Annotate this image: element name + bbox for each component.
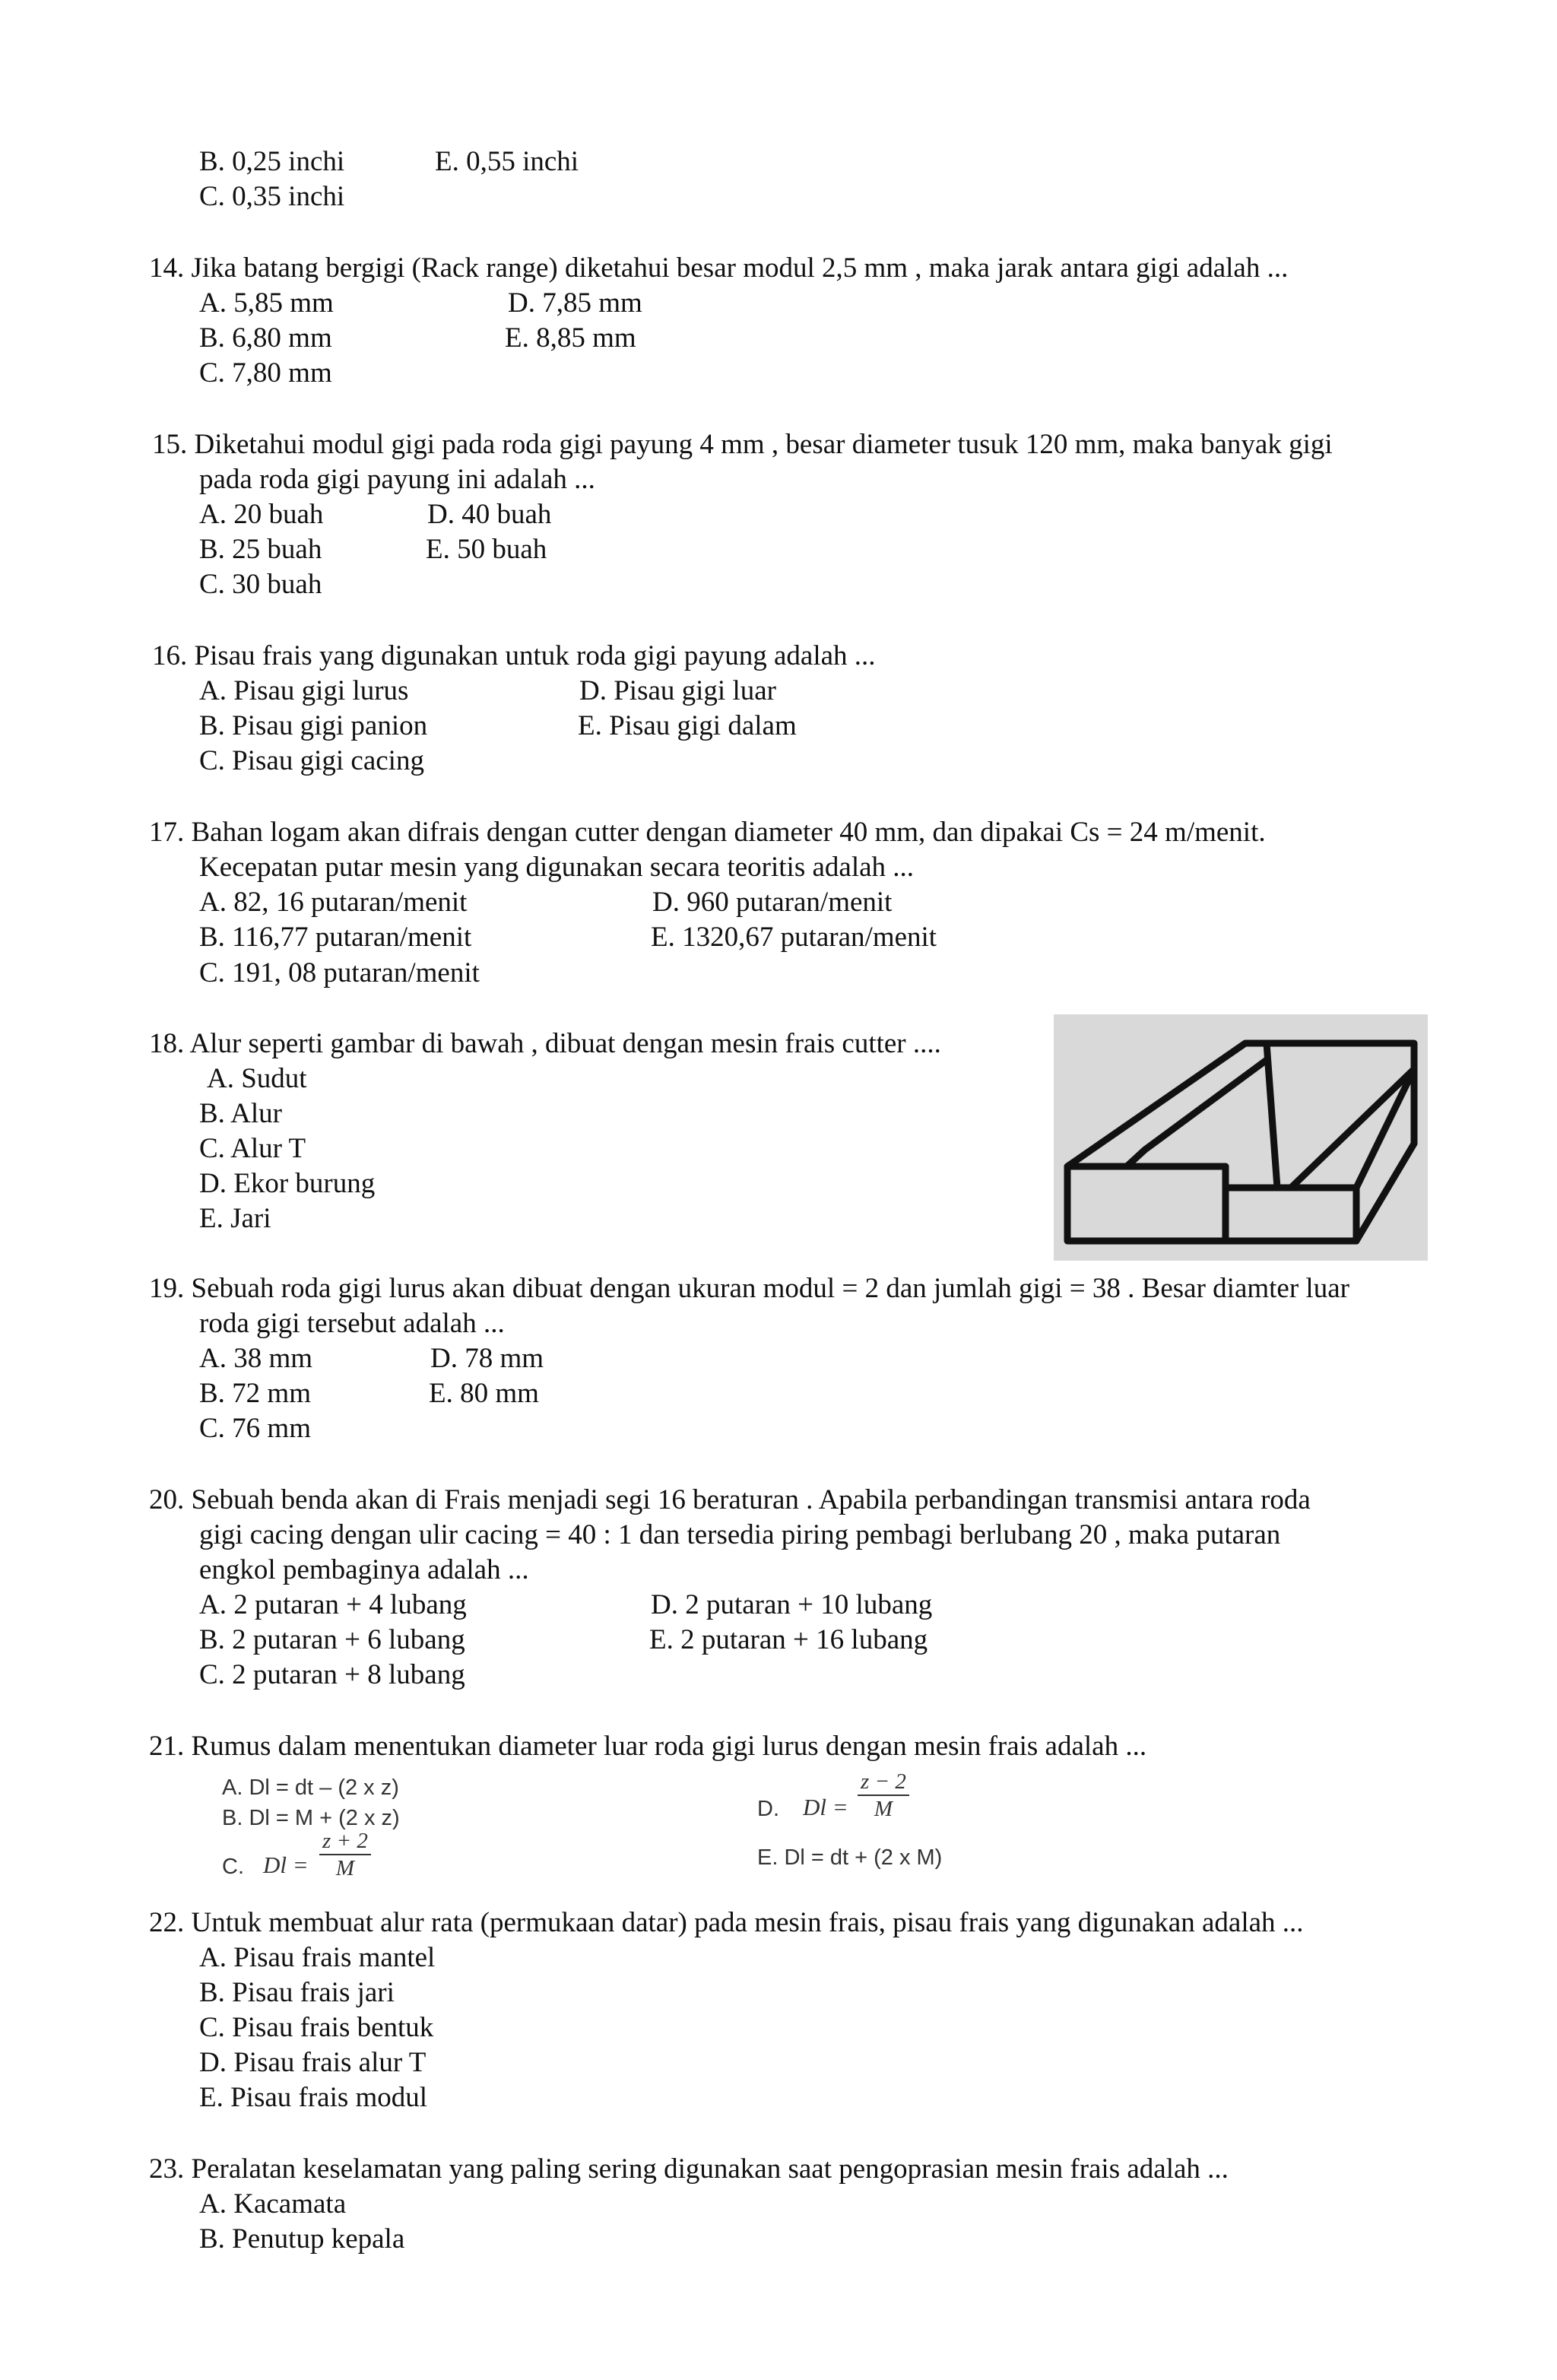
q13-option-e: E. 0,55 inchi (435, 146, 579, 177)
q19-option-e: E. 80 mm (429, 1378, 539, 1409)
q16-option-a: A. Pisau gigi lurus (199, 675, 409, 706)
slot-diagram-image (1054, 1014, 1428, 1261)
q21-option-c-variable: Dl = (263, 1852, 309, 1878)
q14-option-e: E. 8,85 mm (505, 322, 636, 354)
q18-option-a: A. Sudut (207, 1063, 307, 1094)
q19-option-a: A. 38 mm (199, 1343, 313, 1374)
q21-option-e: E. Dl = dt + (2 x M) (757, 1845, 943, 1870)
q20-stem-line1: 20. Sebuah benda akan di Frais menjadi segi 16 beraturan . Apabila perbandingan transmisi antara roda (149, 1484, 1311, 1515)
q21-option-c-fraction (319, 1828, 371, 1881)
q19-option-d: D. 78 mm (430, 1343, 544, 1374)
q14-stem: 14. Jika batang bergigi (Rack range) diketahui besar modul 2,5 mm , maka jarak antara gigi adalah ... (149, 252, 1289, 284)
t-slot-block-illustration (1054, 1014, 1428, 1261)
q21-option-c-denominator: M (335, 1856, 355, 1880)
q14-option-c: C. 7,80 mm (199, 357, 332, 389)
q22-option-b: B. Pisau frais jari (199, 1977, 395, 2008)
q19-option-b: B. 72 mm (199, 1378, 311, 1409)
q22-option-d: D. Pisau frais alur T (199, 2047, 427, 2078)
q17-option-c: C. 191, 08 putaran/menit (199, 957, 480, 988)
q22-option-e: E. Pisau frais modul (199, 2082, 428, 2113)
q16-option-e: E. Pisau gigi dalam (578, 710, 797, 741)
q19-option-c: C. 76 mm (199, 1413, 311, 1444)
q21-option-a: A. Dl = dt – (2 x z) (222, 1775, 399, 1800)
q14-option-a: A. 5,85 mm (199, 287, 334, 319)
q22-option-c: C. Pisau frais bentuk (199, 2012, 434, 2043)
q16-option-d: D. Pisau gigi luar (579, 675, 776, 706)
q15-option-c: C. 30 buah (199, 569, 322, 600)
q15-option-b: B. 25 buah (199, 534, 322, 565)
q15-option-d: D. 40 buah (427, 499, 552, 530)
q18-option-d: D. Ekor burung (199, 1168, 376, 1199)
q13-option-c: C. 0,35 inchi (199, 181, 345, 212)
q15-stem-line1: 15. Diketahui modul gigi pada roda gigi payung 4 mm , besar diameter tusuk 120 mm, maka banyak gigi (152, 429, 1333, 460)
q20-option-e: E. 2 putaran + 16 lubang (649, 1624, 928, 1655)
q18-option-e: E. Jari (199, 1203, 271, 1234)
q21-option-b: B. Dl = M + (2 x z) (222, 1806, 400, 1830)
q18-option-b: B. Alur (199, 1098, 282, 1129)
q20-option-c: C. 2 putaran + 8 lubang (199, 1659, 465, 1690)
q20-option-d: D. 2 putaran + 10 lubang (651, 1589, 933, 1620)
q22-stem: 22. Untuk membuat alur rata (permukaan datar) pada mesin frais, pisau frais yang digunakan adalah ... (149, 1907, 1304, 1938)
q21-option-c-label: C. (222, 1855, 244, 1879)
q21-option-d-fraction (858, 1769, 909, 1822)
q17-stem-line2: Kecepatan putar mesin yang digunakan secara teoritis adalah ... (199, 852, 915, 883)
q18-stem: 18. Alur seperti gambar di bawah , dibuat dengan mesin frais cutter .... (149, 1028, 941, 1059)
q21-stem: 21. Rumus dalam menentukan diameter luar roda gigi lurus dengan mesin frais adalah ... (149, 1731, 1147, 1762)
q21-option-c-numerator: z + 2 (319, 1828, 371, 1855)
q20-option-b: B. 2 putaran + 6 lubang (199, 1624, 465, 1655)
q17-option-a: A. 82, 16 putaran/menit (199, 887, 468, 918)
q23-stem: 23. Peralatan keselamatan yang paling sering digunakan saat pengoprasian mesin frais adalah ... (149, 2153, 1229, 2185)
q15-option-e: E. 50 buah (426, 534, 547, 565)
q21-option-d-label: D. (757, 1797, 779, 1821)
q17-option-e: E. 1320,67 putaran/menit (651, 922, 937, 953)
q16-stem: 16. Pisau frais yang digunakan untuk roda gigi payung adalah ... (152, 640, 876, 671)
q17-option-b: B. 116,77 putaran/menit (199, 922, 472, 953)
q19-stem-line1: 19. Sebuah roda gigi lurus akan dibuat dengan ukuran modul = 2 dan jumlah gigi = 38 . Besar diamter luar (149, 1273, 1349, 1304)
q23-option-b: B. Penutup kepala (199, 2223, 405, 2255)
q20-option-a: A. 2 putaran + 4 lubang (199, 1589, 467, 1620)
q21-option-d-variable: Dl = (803, 1794, 848, 1820)
q20-stem-line3: engkol pembaginya adalah ... (199, 1554, 529, 1585)
q15-option-a: A. 20 buah (199, 499, 324, 530)
q15-stem-line2: pada roda gigi payung ini adalah ... (199, 464, 595, 495)
q20-stem-line2: gigi cacing dengan ulir cacing = 40 : 1 dan tersedia piring pembagi berlubang 20 , maka putaran (199, 1519, 1281, 1550)
q17-option-d: D. 960 putaran/menit (652, 887, 893, 918)
q14-option-b: B. 6,80 mm (199, 322, 332, 354)
q13-option-b: B. 0,25 inchi (199, 146, 345, 177)
q16-option-b: B. Pisau gigi panion (199, 710, 428, 741)
q23-option-a: A. Kacamata (199, 2188, 347, 2220)
q17-stem-line1: 17. Bahan logam akan difrais dengan cutter dengan diameter 40 mm, dan dipakai Cs = 24 m/menit. (149, 817, 1266, 848)
q21-option-d-numerator: z − 2 (858, 1769, 909, 1796)
q18-option-c: C. Alur T (199, 1133, 306, 1164)
q14-option-d: D. 7,85 mm (508, 287, 642, 319)
q21-option-d-denominator: M (874, 1797, 893, 1821)
q22-option-a: A. Pisau frais mantel (199, 1942, 436, 1973)
q19-stem-line2: roda gigi tersebut adalah ... (199, 1308, 505, 1339)
q16-option-c: C. Pisau gigi cacing (199, 745, 424, 776)
